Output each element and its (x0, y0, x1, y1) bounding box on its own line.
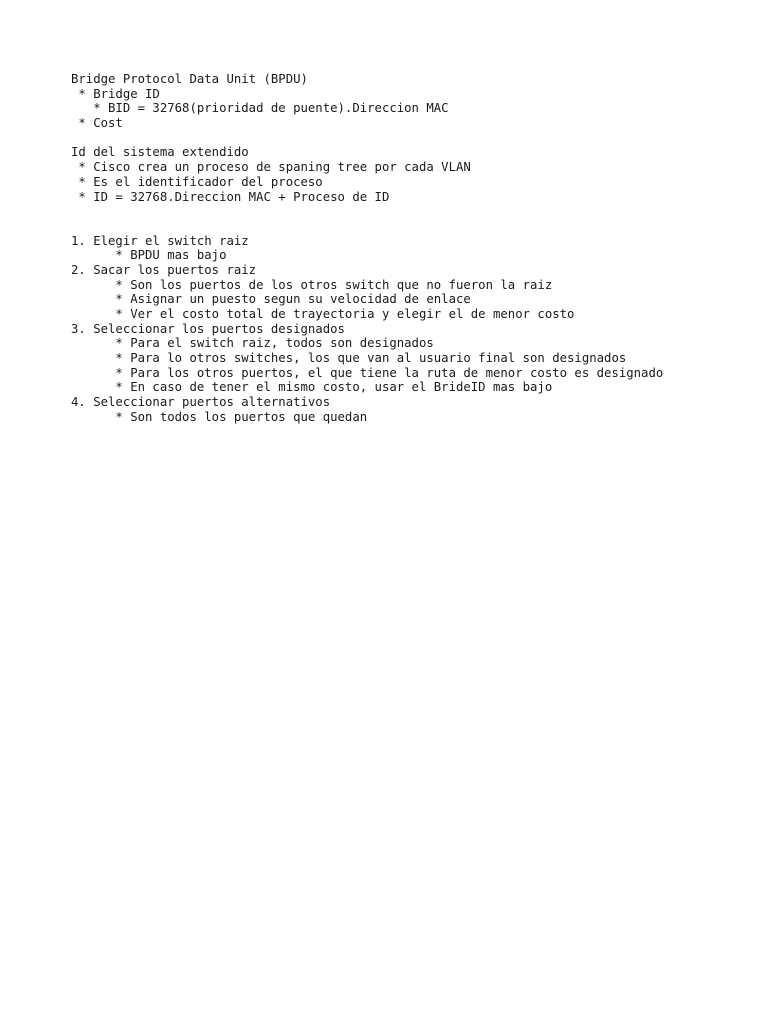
step-2-bullet-total-path-cost: * Ver el costo total de trayectoria y elegir el de menor costo (71, 307, 575, 321)
step-3-bullet-lowest-cost-route: * Para los otros puertos, el que tiene la ruta de menor costo es designado (71, 365, 664, 380)
step-3-bullet-root-switch-all-designated: * Para el switch raiz, todos son designados (71, 336, 434, 351)
spacer (71, 219, 663, 234)
bullet-process-identifier: * Es el identificador del proceso (71, 174, 323, 189)
document-body (71, 72, 663, 425)
step-2-root-ports: 2. Sacar los puertos raiz (71, 262, 257, 277)
bullet-id-formula: * ID = 32768.Direccion MAC + Proceso de ID (71, 189, 390, 204)
step-3-bullet-end-user-ports: * Para lo otros switches, los que van al usuario final son designados (71, 351, 627, 366)
sub-bullet-bid: * BID = 32768(prioridad de puente).Direccion MAC (71, 101, 449, 116)
step-1-bullet-lowest-bpdu: * BPDU mas bajo (71, 248, 227, 263)
step-2-bullet-other-switch-ports: * Son los puertos de los otros switch que no fueron la raiz (71, 277, 553, 292)
spacer (71, 131, 663, 146)
spacer (71, 204, 663, 219)
step-1-root-switch: 1. Elegir el switch raiz (71, 233, 249, 248)
step-4-bullet-remaining-ports: * Son todos los puertos que quedan (71, 409, 368, 424)
step-4-alternate-ports: 4. Seleccionar puertos alternativos (71, 395, 331, 410)
step-3-designated-ports: 3. Seleccionar los puertos designados (71, 321, 345, 336)
step-2-bullet-assign-by-speed: * Asignar un puesto segun su velocidad de enlace (71, 292, 471, 307)
bullet-cost: * Cost (71, 116, 123, 131)
bullet-bridge-id: * Bridge ID (71, 86, 160, 101)
heading-bpdu: Bridge Protocol Data Unit (BPDU) (71, 72, 308, 86)
heading-extended-system-id: Id del sistema extendido (71, 145, 249, 160)
bullet-cisco-process: * Cisco crea un proceso de spaning tree por cada VLAN (71, 160, 471, 175)
step-3-bullet-tie-breaker: * En caso de tener el mismo costo, usar el BrideID mas bajo (71, 380, 553, 395)
